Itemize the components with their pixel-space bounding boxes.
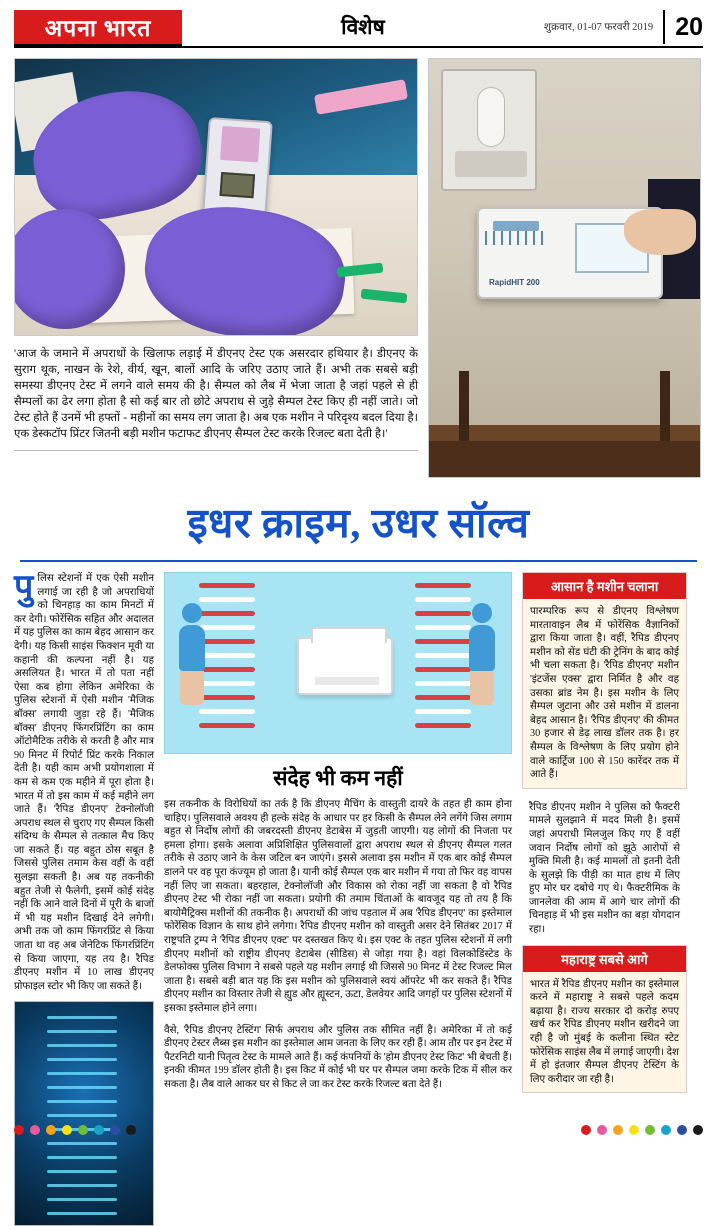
operator-hand xyxy=(624,209,696,255)
divider-rule xyxy=(14,450,418,451)
bench-front xyxy=(429,441,700,477)
headline-rule xyxy=(20,560,697,562)
illustration-dna-printer xyxy=(164,572,512,754)
color-dot xyxy=(126,1125,136,1135)
section-title: विशेष xyxy=(341,15,385,39)
color-dots-right xyxy=(567,1125,717,1135)
intro-quote: 'आज के जमाने में अपराधों के खिलाफ लड़ाई में डीएनए टेस्ट एक असरदार हथियार है। डीएनए के सुराग थूक, नाखन के रेशे, वीर्य, खून, बालों आदि के जरिए उठाए जाते हैं। अभी तक सबसे बड़ी समस्या डीएनए टेस्ट में लगने वाले समय की है। सैम्पल को लैब में भेजा जाता है जहां पहले से ही सैम्पलों का ढेर लगा होता है सो कई बार तो छोटे अपराध से जुड़े सैम्पल टेस्ट किए ही नहीं जाते। जो टेस्ट होते हैं उनमें भी हफ्तों - महीनों का समय लग जाता है। अब एक मशीन ने परिदृश्य बदल दिया है। एक डेस्कटॉप प्रिंटर जितनी बड़ी मशीन फटाफट डीएनए सैम्पल टेस्ट करके रिजल्ट बता देती है।' xyxy=(14,348,418,440)
color-dot xyxy=(613,1125,623,1135)
sample-tube xyxy=(314,79,408,115)
center-column-body: इस तकनीक के विरोधियों का तर्क है कि डीएनए मैचिंग के वास्तुती दायरे के तहत ही काम होना चाहिए। पुलिसवाले अवश्य ही हल्के संदेह के आधार पर हर किसी के सैम्पल लेने लगेंगे जिस लगाम बहुत से निर्दोष लोगों की जबरदस्ती डीएनए डेटाबेस में जुड़ती जाएगी। यह लोगों की निजता पर हमला होगा। इसके अलावा अप्रिशिक्षित पुलिसवालों द्वारा अपराध स्थल से डीएनए सैम्पल गलत तरीके से उठाए जाने के केस जटिल बन जाएंगे। इससे अलावा इस मशीन में एक बार कोई सैम्पल डालने पर वह पूरा कंज्यूम हो जाता है। यानी कोई सैम्पल एक बार मशीन में गया तो फिर वह वापस नहीं लिए जा सकता। बहरहाल, टेक्नोलॉजी और विकास को रोका नहीं जा सकता है वो रैपिड डीएनए टेस्ट भी रोका नहीं जा सकता। प्रयोगी की तमाम चिंताओं के बावजूद यह तो तय है कि बायोमैट्रिक्स मशीनों की तकनीक है। अपराधों की जांच पड़ताल में अब 'रैपिड डीएनए' का इस्तेमाल फोरेंसिक विज्ञान के साथ होने लगेगा। रैपिड डीएनए मशीन को वास्तुती असर देने सितंबर 2017 में राष्ट्रपति ट्रम्प ने 'रैपिड डीएनए एक्ट' पर दस्तखत किए थे। इस एक्ट के तहत पुलिस स्टेशनों में लगी डीएनए मशीनों को राष्ट्रीय डीएनए डेटाबेस (सीडिस) से जोड़ा गया है। वहां विलकोडिंस्टेड के डेलफोक्स पुलिस विभाग ने सबसे पहले यह मशीन लगाई थी जिससे 90 मिनट में टेस्ट रिजल्ट मिल जाता है। सबसे बड़ी बात यह कि इस मशीन को पुलिसवाले स्वयं ऑपरेट भी कर सकते हैं। रैपिड डीएनए मशीन का विस्तार तेजी से ह्युड और ह्यूस्टन, ऊटा, डेलवेयर आदि जगहों पर पुलिस स्टेशनों में इसका इस्तेमाल होने लगा। xyxy=(164,799,512,1014)
color-dot xyxy=(110,1125,120,1135)
photo-row xyxy=(14,58,703,478)
dna-strands xyxy=(47,1010,117,1220)
photo-rapid-dna-machine xyxy=(428,58,701,478)
center-column-body-bottom: वैसे, 'रैपिड डीएनए टेस्टिंग' सिर्फ अपराध और पुलिस तक सीमित नहीं है। अमेरिका में तो कई डीएनए टेस्टर लैब्स इस मशीन का इस्तेमाल आम जनता के लिए कर रही हैं। आम तौर पर इन टेस्ट में पैटरनिटी यानी पितृत्व टेस्ट के मामले आते हैं। कई कंपनियों के 'होम डीएनए टेस्ट किट' भी बेचती हैं। इनकी कीमत 199 डॉलर होती है। इस किट में कोई भी घर पर सैम्पल जमा करके टिक में सील कर सकता है। लैब वाले आकर घर से किट ले जा कर टेस्ट करके रिजल्ट बता देते हैं। xyxy=(164,1024,512,1090)
page-title: इधर क्राइम, उधर सॉल्व xyxy=(187,500,530,546)
sidebar-box-machine xyxy=(522,572,687,789)
sidebar-note: रैपिड डीएनए मशीन ने पुलिस को फैक्टरी मामले सुलझाने में मदद मिली है। इसमें जहां अपराधी मिलजुल किए गए हैं वहीं जवान निर्दोष लोगों को झूठे आरोपों से मुक्ति मिली है। कई मामलों तो इतनी देती के सुलझे कि पीड़ी का मात हाथ में लिए हुए मोर घर दबोचे गए थे। फैक्टरीमिक के जानलेवा की आम में आगे चार लोगों की चिनहाड़ में भी इस मशीन का बड़ा योगदान रहा। xyxy=(529,801,680,936)
machine-brand-logo xyxy=(493,221,539,231)
sidebar-box-maharashtra xyxy=(522,945,687,1094)
sidebar-box-machine-text: पारम्परिक रूप से डीएनए विश्लेषण मारतावाइन लैब में फोरेंसिक वैज्ञानिकों द्वारा किया जाता है। वहीं, रैपिड डीएनए मशीन को सेंड घंटी की ट्रेनिंग के बाद कोई भी चला सकता है। 'रैपिड डीएनए' मशीन 'इंटजेंस एक्स' द्वारा निर्मित है और वह उसका ब्रांड नेम है। इस मशीन के लिए सैम्पल जुटाना और उसे मशीन में डालना बेहद आसान है। 'रैपिड डीएनए' की कीमत 30 हजार से डेढ़ लाख डॉलर तक है। हर सैम्पल के विश्लेषण के लिए प्रयोग होने वाले कार्ट्रिज 100 से 150 कारेंदर तक में आते हैं। xyxy=(530,606,679,781)
color-dot xyxy=(78,1125,88,1135)
cartridge-strip xyxy=(220,126,260,163)
color-dot xyxy=(629,1125,639,1135)
wall-dispenser xyxy=(441,69,537,191)
color-dot xyxy=(661,1125,671,1135)
photo-dna-helix-blue xyxy=(14,1001,154,1226)
masthead xyxy=(14,8,703,48)
subheading-doubt: संदेह भी कम नहीं xyxy=(273,766,403,790)
color-dot xyxy=(597,1125,607,1135)
color-dot xyxy=(30,1125,40,1135)
color-dot xyxy=(693,1125,703,1135)
left-column-body: लिस स्टेशनों में एक ऐसी मशीन लगाई जा रही है जो अपराधियों को चिनहाड़ का काम मिनटों में कर देगी। फोरेंसिक सहित और अदालत में यह पुलिस का काम बेहद आसान कर देगी। यह किसी साइंस फिक्शन मूवी या कहानी की कल्पना नहीं है। यह असलियत है। भारत में तो पता नहीं ऐसा कब होगा लेकिन अमेरिका के पुलिस स्टेशनों में ऐसी मशीन 'मैजिक बॉक्स' लगायी जुड़ा रहे हैं। 'मैजिक बॉक्स' डीएनए फिंगरप्रिंटिंग का काम ऑटोमैटिक तरीके से करती है और मात्र 90 मिनट में रिपोर्ट प्रिंट करके निकाल देती है। यही काम अभी प्रयोगशाला में कम से कम एक महीने में पूरा होता है। भारत में तो इस काम में कई महीने लग जाते हैं। 'रैपिड डीएनए' टेक्नोलॉजी अपराध स्थल से चुराए गए सैम्पल किसी संदिग्ध के सैम्पल से तत्काल मैच किए जा सकते हैं। यह बहुत ठोस सबूत है जिससे पुलिस तमाम केस वहीं के वहीं सुलझा सकती है। अब यह तकनीकी बहुत तेजी से फैलेगी, इसमें कोई संदेह नहीं कि आने वाले दिनों में पूरी के बाजों में भी यह मशीन दिखाई देने लगेगी। अभी तक जो काम फिंगरप्रिंट से किया जाता था वह अब जेनेटिक फिंगरप्रिंटिंग से किया जाएगा, यह तय है। रैपिड डीएनए मशीन में 10 लाख डीएनए प्रोफाइल स्टोर भी किए जा सकते हैं। xyxy=(14,573,154,992)
sidebar-box-maharashtra-text: भारत में रैपिड डीएनए मशीन का इस्तेमाल करने में महाराष्ट्र ने सबसे पहले कदम बढ़ाया है। राज्य सरकार दो करोड़ रुपए खर्च कर रैपिड डीएनए मशीन खरीदने जा रही है जो मुंबई के कलीना स्थित स्टेट फोरेंसिक साइंस लैब में लगाई जाएगी। देश में हो इंतजार सैम्पल डीएनए टेस्टिंग के लिए करीदार जा रही है। xyxy=(530,978,679,1085)
column-left-text xyxy=(14,569,154,993)
photo-gloved-hands-dna-cartridge xyxy=(14,58,418,336)
newspaper-page xyxy=(0,8,717,1138)
newspaper-logo xyxy=(14,10,182,44)
bench-leg-right xyxy=(660,371,670,441)
color-dot xyxy=(62,1125,72,1135)
color-dot xyxy=(581,1125,591,1135)
logo-text: अपना भारत xyxy=(44,16,152,41)
sidebar-box-maharashtra-title: महाराष्ट्र सबसे आगे xyxy=(523,946,686,972)
bench-leg-left xyxy=(459,371,469,441)
cartridge-display xyxy=(220,172,256,198)
color-dots-left xyxy=(0,1125,136,1135)
footer-color-bar xyxy=(0,1122,717,1138)
illustration-printer xyxy=(297,637,393,695)
machine-graph xyxy=(485,231,547,245)
color-dot xyxy=(46,1125,56,1135)
page-number: 20 xyxy=(663,10,703,44)
illustration-person-right xyxy=(465,603,499,705)
drop-cap: पु xyxy=(14,569,34,606)
color-dot xyxy=(14,1125,24,1135)
color-dot xyxy=(677,1125,687,1135)
color-dot xyxy=(645,1125,655,1135)
machine-model-label: RapidHIT 200 xyxy=(489,278,540,287)
illustration-person-left xyxy=(175,603,209,705)
dna-helix-right xyxy=(415,579,471,749)
dispenser-slot xyxy=(477,87,505,147)
color-dot xyxy=(94,1125,104,1135)
issue-date: शुक्रवार, 01-07 फरवरी 2019 xyxy=(543,22,654,33)
sidebar-box-machine-title: आसान है मशीन चलाना xyxy=(523,573,686,599)
